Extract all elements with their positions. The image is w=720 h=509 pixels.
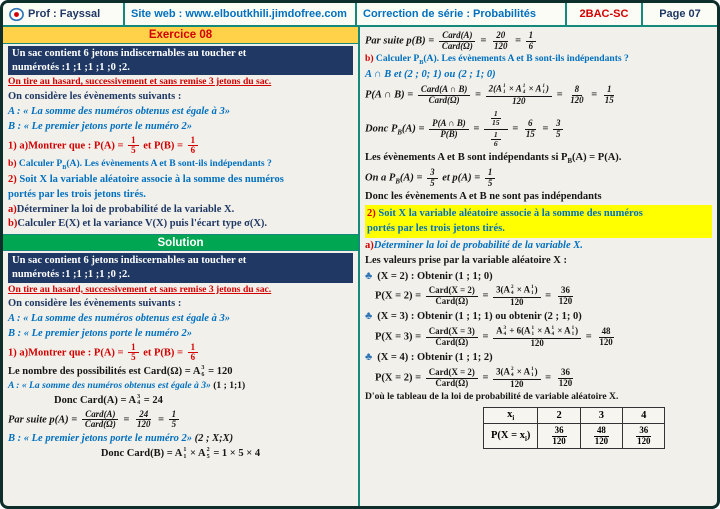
- doc-title: Correction de série : Probabilités: [363, 8, 536, 20]
- bag-line-2-repeat: numérotés :1 ;1 ;1 ;1 ;0 ;2.: [12, 268, 130, 280]
- case-x4: [365, 350, 712, 365]
- level-badge: 2BAC-SC: [579, 8, 629, 20]
- content-columns: [3, 27, 717, 506]
- question-1a-repeat: 1) a)Montrer que : P(A) = $\frac{1}{5}$ et P(B) = $\frac{1}{6}$: [8, 342, 353, 364]
- a-inter-b-cases: A ∩ B et (2 ; 0; 1) ou (2 ; 1; 0): [365, 69, 496, 81]
- event-b-definition: B : « Le premier jetons porte le numéro 2»: [8, 120, 193, 132]
- question-2b-text: Calculer E(X) et la variance V(X) puis l'écart type σ(X).: [17, 218, 268, 230]
- table-cell-p-value-2: $\frac{48}{120}$: [580, 423, 622, 448]
- bag-line-1-repeat: Un sac contient 6 jetons indiscernables au toucher et: [12, 255, 247, 267]
- case-x4-text: (X = 4) : Obtenir (1 ; 1; 2): [377, 352, 493, 364]
- question-1b-repeat-label: b): [365, 53, 374, 65]
- question-2-highlight-line1: [367, 207, 710, 221]
- bag-line-2: numérotés :1 ;1 ;1 ;1 ;0 ;2.: [12, 61, 130, 73]
- prof-name: Prof : Fayssal: [28, 8, 101, 20]
- p-x2-formula: P(X = 2) = $\frac{\text{Card(X = 2)}}{\text{Card(Ω)}}$ = 3(A 2 4 × A 1 1 ) 120 = $\frac{36}{120}$: [375, 284, 573, 307]
- question-2b-label: b): [8, 218, 18, 230]
- solution-title-bar: Solution: [3, 234, 358, 251]
- independence-condition: Les évènements A et B sont indépendants si $P_B(A) = P(A)$.: [365, 151, 622, 166]
- not-independent-conclusion: Donc les évènements A et B ne sont pas indépendants: [365, 191, 602, 203]
- events-intro-repeat: On considère les évènements suivants :: [8, 298, 182, 310]
- conditional-probability-formula: Donc $P_B(A)$ = $\frac{P(A \cap B)}{P(B)}$ = $\frac{\frac{1}{15}}{\frac{1}{6}}$ = $\frac{6}{15}$ = $\frac{3}{5}$: [365, 108, 712, 150]
- question-2a-repeat-text: Déterminer la loi de probabilité de la variable X.: [373, 239, 583, 251]
- question-1b-repeat-text: Calculer $P_B(A)$. Les évènements A et B sont-ils indépendants ?: [373, 53, 629, 67]
- site-cell: [125, 3, 357, 25]
- page-header: [3, 3, 717, 27]
- question-1b: [8, 158, 353, 172]
- level-cell: [567, 3, 643, 25]
- exercise-title-bar: Exercice 08: [3, 27, 358, 44]
- table-cell-x-label: $x_i$: [484, 407, 538, 423]
- event-a-tuple: (1 ; 1;1): [210, 380, 246, 392]
- clover-bullet-icon: ♣: [365, 310, 373, 323]
- question-2b: [8, 217, 353, 231]
- draw-description-repeat: On tire au hasard, successivement et sans remise 3 jetons du sac.: [8, 283, 272, 295]
- question-2-text: Soit X la variable aléatoire associe à la somme des numéros: [16, 173, 284, 185]
- x-values-intro: Les valeurs prise par la variable aléatoire X :: [365, 254, 568, 266]
- p-a-formula: Par suite p(A) = $\frac{\text{Card(A)}}{\text{Card(Ω)}}$ = $\frac{24}{120}$ = $\frac{1}{5}$: [8, 409, 353, 431]
- event-b-tuple: (2 ; X;X): [192, 432, 234, 444]
- p-x4-formula: P(X = 2) = $\frac{\text{Card(X = 2)}}{\text{Card(Ω)}}$ = 3(A 2 4 × A 1 1 ) 120 = $\frac{36}{120}$: [375, 366, 573, 389]
- solution-left-block: [3, 251, 358, 463]
- table-cell-x-value-3: 3: [580, 407, 622, 423]
- question-2a: [8, 203, 353, 217]
- left-column: [3, 27, 360, 506]
- right-column: [360, 27, 717, 506]
- p-b-formula: Par suite p(B) = $\frac{\text{Card(A)}}{\text{Card(Ω)}}$ = $\frac{20}{120}$ = $\frac{1}{6}$: [365, 30, 712, 52]
- table-intro: D'où le tableau de la loi de probabilité de variable aléatoire X.: [365, 391, 619, 403]
- prof-cell: [3, 3, 125, 25]
- logo-icon: [9, 7, 24, 22]
- event-b-text: B : « Le premier jetons porte le numéro 2»: [8, 432, 193, 444]
- question-1b-text: Calculer $P_B(A)$. Les évènements A et B sont-ils indépendants ?: [16, 157, 272, 171]
- question-1b-label: b): [8, 157, 17, 169]
- question-2-highlight-text: Soit X la variable aléatoire associe à la somme des numéros: [375, 208, 643, 220]
- event-a-definition: A : « La somme des numéros obtenus est égale à 3»: [8, 105, 230, 117]
- comparison-line: On a $P_B(A)$ = $\frac{3}{5}$ et p(A) = $\frac{1}{5}$: [365, 167, 712, 189]
- clover-bullet-icon: ♣: [365, 351, 373, 364]
- probability-law-table: [483, 407, 665, 449]
- question-2a-repeat-label: a): [365, 239, 374, 251]
- site-web-link[interactable]: Site web : www.elboutkhili.jimdofree.com: [131, 8, 347, 20]
- events-intro: On considère les évènements suivants :: [8, 90, 182, 102]
- event-a-repeat: A : « La somme des numéros obtenus est égale à 3»: [8, 313, 230, 325]
- question-2a-text: Déterminer la loi de probabilité de la variable X.: [16, 203, 235, 215]
- question-2-highlight: [365, 205, 712, 238]
- question-2-label: 2): [8, 173, 17, 185]
- table-probability-row: [484, 423, 665, 448]
- p-x3-formula: P(X = 3) = $\frac{\text{Card(X = 3)}}{\text{Card(Ω)}}$ = A 3 4 + 6(A 1 1 × A 1 4 × A 1 1 ) 120 = $\frac{48}{120}$: [375, 325, 613, 348]
- clover-bullet-icon: ♣: [365, 269, 373, 282]
- case-x3: [365, 309, 712, 324]
- table-cell-p-label: $P(X = x_i)$: [484, 423, 538, 448]
- bag-description-box: [8, 46, 353, 75]
- p-a-inter-b-formula: P(A ∩ B) = $\frac{\text{Card(A ∩ B)}}{\text{Card(Ω)}}$ = 2(A 1 1 × A 1 4 × A 1 1 ) 120 = $\frac{8}{120}$ = $\frac{1}{15}$: [365, 83, 614, 106]
- solution-right-block: [360, 27, 717, 451]
- table-cell-x-value-2: 2: [538, 407, 580, 423]
- card-b-line: Donc Card(B) = A 1 1 × A 2 5 = 1 × 5 × 4: [100, 446, 261, 460]
- case-x3-text: (X = 3) : Obtenir (1 ; 1; 1) ou obtenir (2 ; 1; 0): [377, 311, 582, 323]
- draw-description: On tire au hasard, successivement et sans remise 3 jetons du sac.: [8, 76, 272, 88]
- question-2a-repeat: [365, 239, 712, 253]
- table-header-row: [484, 407, 665, 423]
- page-number-cell: [643, 3, 717, 25]
- bag-line-1: Un sac contient 6 jetons indiscernables au toucher et: [12, 48, 247, 59]
- table-cell-p-value-3: $\frac{36}{120}$: [623, 423, 665, 448]
- table-cell-x-value-4: 4: [623, 407, 665, 423]
- question-1a: 1) a)Montrer que : P(A) = $\frac{1}{5}$ et P(B) = $\frac{1}{6}$: [8, 135, 353, 157]
- card-omega-line: Le nombre des possibilités est Card(Ω) = A 3 6 = 120: [8, 365, 233, 378]
- question-2: [8, 173, 353, 187]
- event-b-repeat: B : « Le premier jetons porte le numéro 2»: [8, 327, 193, 339]
- event-b-with-tuple: [8, 432, 353, 446]
- question-2-highlight-line2: portés par les trois jetons tirés.: [367, 223, 505, 235]
- question-2-highlight-label: 2): [367, 208, 376, 220]
- question-2a-label: a): [8, 203, 17, 215]
- exercise-statement: [3, 44, 358, 234]
- case-x2: [365, 269, 712, 284]
- event-a-with-tuple: [8, 380, 353, 393]
- doc-title-cell: [357, 3, 567, 25]
- table-cell-p-value-1: $\frac{36}{120}$: [538, 423, 580, 448]
- question-1b-repeat: [365, 53, 712, 67]
- bag-description-box-repeat: [8, 253, 353, 282]
- page-number: Page 07: [659, 8, 701, 20]
- card-a-line: Donc Card(A) = A 3 4 = 24: [54, 393, 163, 407]
- question-2-continuation: portés par les trois jetons tirés.: [8, 188, 146, 200]
- case-x2-text: (X = 2) : Obtenir (1 ; 1; 0): [377, 270, 493, 282]
- event-a-text: A : « La somme des numéros obtenus est égale à 3»: [8, 380, 211, 392]
